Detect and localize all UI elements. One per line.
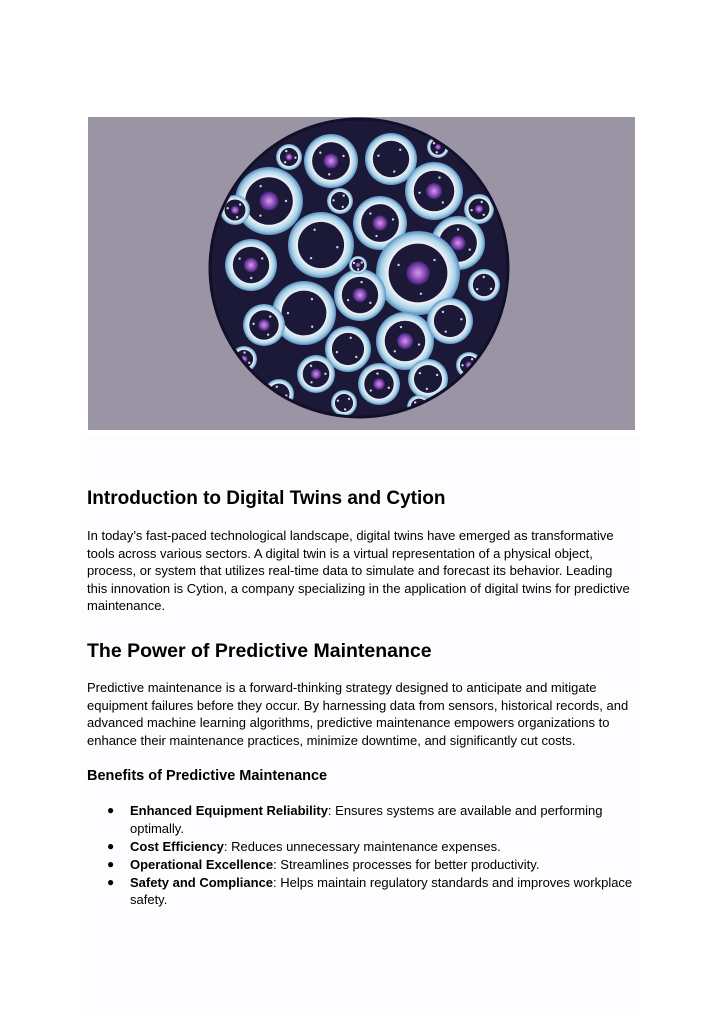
cell-artwork-illustration [88,117,635,430]
speck [442,201,444,203]
speck [336,351,338,353]
cell-nucleus [372,215,387,230]
speck [348,398,350,400]
speck [328,173,330,175]
cell-nucleus [450,235,465,250]
speck [442,311,444,313]
speck [397,264,399,266]
speck [311,298,313,300]
speck [311,326,313,328]
benefit-term: Operational Excellence [130,856,274,872]
speck [239,203,241,205]
cell-nucleus [323,153,338,168]
cell-nucleus [475,205,483,213]
speck [259,185,261,187]
bullet-icon: ● [107,838,115,853]
speck [332,199,334,201]
benefit-description: : Helps maintain regulatory standards and improves workplace safety. [130,874,633,907]
benefits-list [87,802,635,909]
cell-nucleus [355,262,360,267]
cell-interior [298,222,344,268]
benefit-term: Enhanced Equipment Reliability [130,803,328,818]
speck [361,261,363,263]
speck [336,246,338,248]
speck [353,262,355,264]
cell-nucleus [311,369,322,380]
speck [319,152,321,154]
bullet-icon: ● [107,856,115,871]
benefit-term: Safety and Compliance [130,874,274,890]
speck [285,200,287,202]
speck [433,259,435,261]
cell-nucleus [285,153,292,160]
benefit-description: : Reduces unnecessary maintenance expenses. [223,838,501,854]
speck [269,315,271,317]
speck [471,358,473,360]
speck [414,401,416,403]
cell-nucleus [231,206,239,214]
speck [394,350,396,352]
section-heading-predictive: The Power of Predictive Maintenance [87,640,432,662]
speck [294,156,296,158]
speck [227,207,229,209]
speck [310,381,312,383]
speck [248,362,250,364]
speck [375,235,377,237]
list-item [87,856,635,874]
speck [284,161,286,163]
cell-nucleus [373,378,385,390]
list-item [87,874,635,909]
cell-interior [373,141,409,177]
speck [393,170,395,172]
speck [369,302,371,304]
speck [483,214,485,216]
speck [438,176,440,178]
speck [285,150,287,152]
cell-nucleus [426,183,442,199]
speck [342,206,344,208]
section-heading-intro: Introduction to Digital Twins and Cytion [87,488,446,509]
speck [460,318,462,320]
speck [370,389,372,391]
speck [436,374,438,376]
cell-interior [434,305,466,337]
benefit-description: : Ensures systems are available and performing optimally. [130,803,603,836]
speck [261,257,263,259]
speck [273,398,275,400]
speck [433,142,435,144]
cell-nucleus [397,333,413,349]
list-item [87,838,635,856]
speck [250,277,252,279]
speck [471,369,473,371]
speck [445,330,447,332]
speck [470,209,472,211]
speck [392,218,394,220]
bullet-icon: ● [107,803,115,817]
cell-nucleus [259,191,278,210]
speck [418,192,420,194]
speck [267,333,269,335]
speck [399,149,401,151]
speck [252,323,254,325]
speck [259,214,261,216]
speck [457,228,459,230]
speck [436,151,438,153]
hero-image [88,117,635,430]
cell-nucleus [258,319,270,331]
cell-nucleus [244,258,259,273]
speck [357,268,359,270]
speck [469,248,471,250]
speck [243,351,245,353]
cell-nucleus [353,288,368,303]
cell-nucleus [435,144,441,150]
speck [481,201,483,203]
speck [344,408,346,410]
bullet-icon: ● [107,874,115,889]
speck [418,343,420,345]
speck [310,257,312,259]
speck [238,257,240,259]
speck [420,293,422,295]
speck [342,155,344,157]
speck [377,154,379,156]
speck [461,364,463,366]
speck [388,387,390,389]
speck [416,411,418,413]
speck [236,216,238,218]
speck [342,194,344,196]
speck [369,212,371,214]
speck [360,281,362,283]
speck [424,405,426,407]
speck [287,312,289,314]
predictive-paragraph: Predictive maintenance is a forward-thinking strategy designed to anticipate and mitigate equipment failures before they occur. By harnessing data from sensors, historical records, and advanced machine learning algorithms, predictive maintenance empowers organizations to enhance their maintenance practices, minimize downtime, and significantly cut costs. [87,680,629,748]
benefit-description: : Streamlines processes for better productivity. [273,856,540,872]
speck [313,229,315,231]
speck [276,386,278,388]
speck [237,360,239,362]
speck [426,388,428,390]
speck [337,400,339,402]
list-item [87,802,635,837]
speck [310,365,312,367]
speck [476,288,478,290]
speck [419,372,421,374]
speck [347,299,349,301]
intro-paragraph: In today’s fast-paced technological landscape, digital twins have emerged as transformative tools across various sectors. A digital twin is a virtual representation of a physical object, process, or system that utilizes real-time data to simulate and forecast its behavior. Leading this innovation is Cytion, a company specializing in the application of digital twins for predictive maintenance. [87,528,630,613]
speck [483,276,485,278]
benefit-term: Cost Efficiency [130,838,224,854]
speck [376,372,378,374]
cell-interior [332,333,364,365]
speck [355,356,357,358]
speck [324,373,326,375]
speck [490,288,492,290]
speck [400,326,402,328]
subheading-benefits: Benefits of Predictive Maintenance [87,768,328,784]
cell-nucleus [406,261,430,285]
speck [350,337,352,339]
